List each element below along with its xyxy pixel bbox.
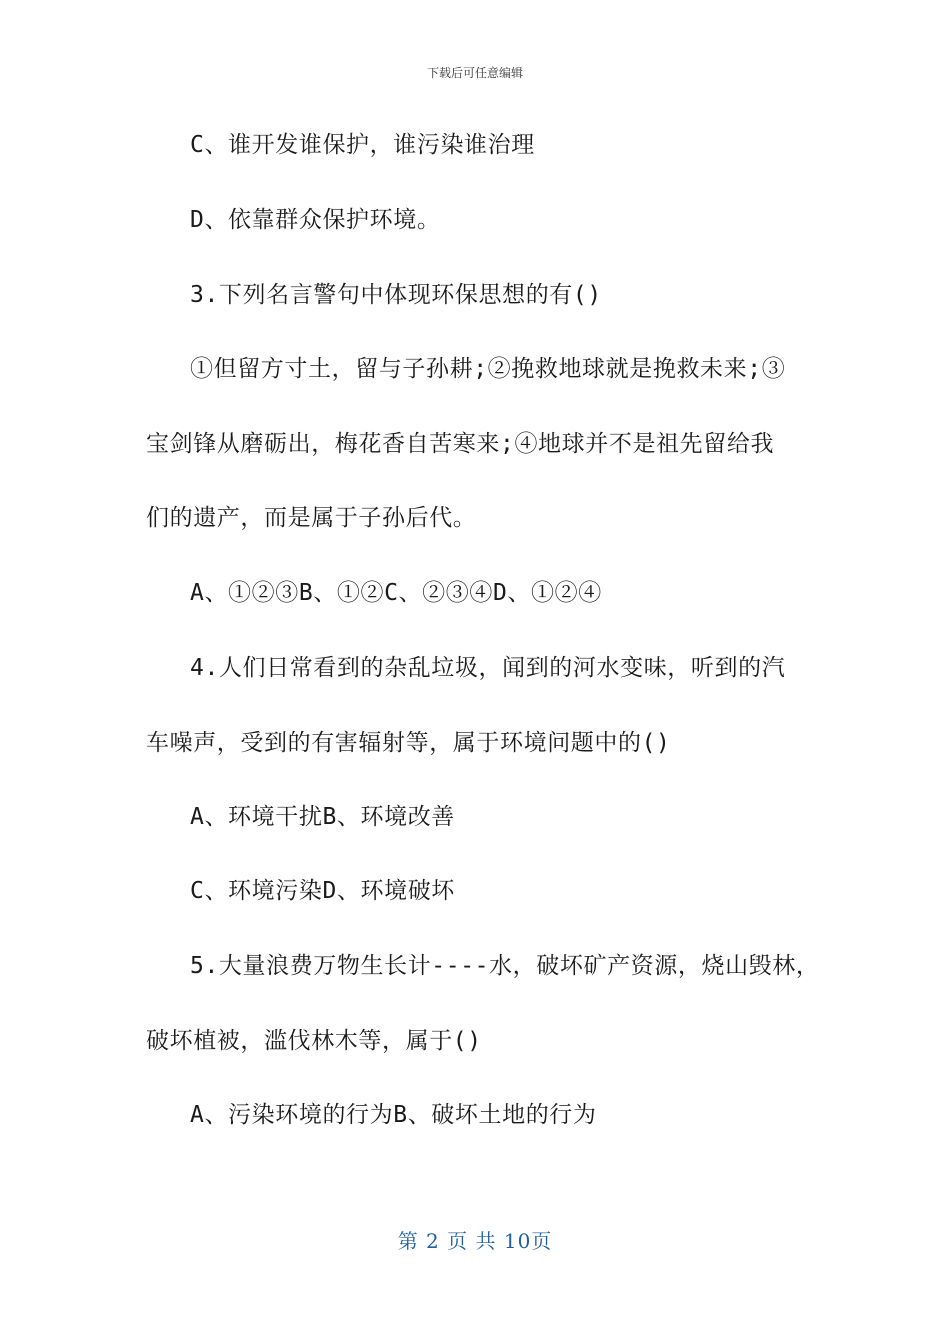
option-line: A、①②③B、①②C、②③④D、①②④ <box>190 580 602 606</box>
question-line: 们的遗产，而是属于子孙后代。 <box>146 505 477 531</box>
option-line: C、环境污染D、环境破坏 <box>190 878 455 904</box>
option-line: C、谁开发谁保护，谁污染谁治理 <box>190 132 535 158</box>
page-header-note: 下载后可任意编辑 <box>426 66 523 80</box>
question-line: 宝剑锋从磨砺出，梅花香自苦寒来;④地球并不是祖先留给我 <box>146 431 775 457</box>
page-number: 第 2 页 共 10页 <box>397 1229 553 1253</box>
option-line: D、依靠群众保护环境。 <box>190 207 441 233</box>
question-line: 车噪声，受到的有害辐射等，属于环境问题中的() <box>146 730 671 756</box>
question-line: 3.下列名言警句中体现环保思想的有() <box>190 282 602 308</box>
option-line: A、污染环境的行为B、破坏土地的行为 <box>190 1102 597 1128</box>
option-line: A、环境干扰B、环境改善 <box>190 804 455 830</box>
question-line: 5.大量浪费万物生长计----水，破坏矿产资源，烧山毁林， <box>190 953 820 979</box>
question-line: ①但留方寸土，留与子孙耕;②挽救地球就是挽救未来;③ <box>190 356 786 382</box>
question-line: 4.人们日常看到的杂乱垃圾，闻到的河水变味，听到的汽 <box>190 655 786 681</box>
question-line: 破坏植被，滥伐林木等，属于() <box>146 1028 482 1054</box>
